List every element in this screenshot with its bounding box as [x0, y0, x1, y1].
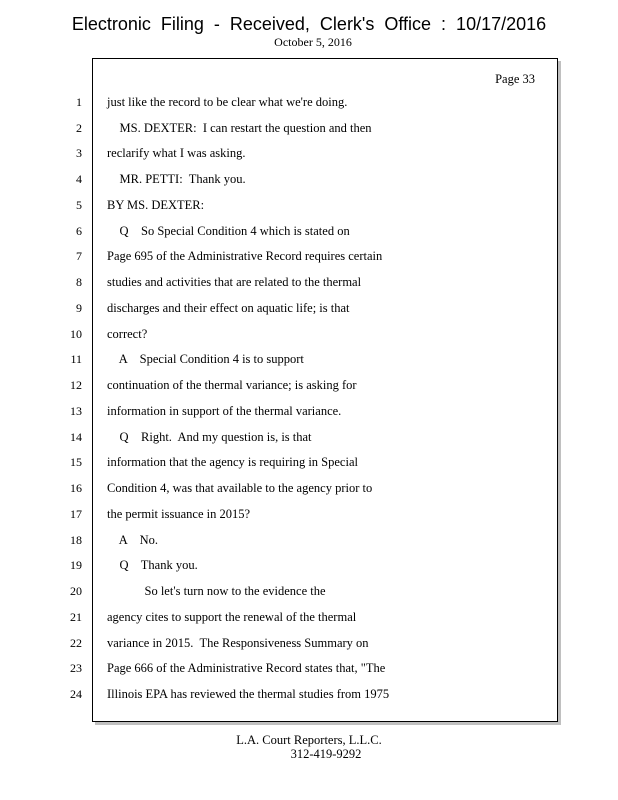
line-number: 17 — [70, 506, 82, 521]
line-number: 1 — [76, 95, 82, 109]
transcript-line: the permit issuance in 2015? — [107, 506, 251, 521]
line-number: 3 — [76, 146, 82, 161]
line-number: 4 — [76, 172, 82, 187]
transcript-line: Q Thank you. — [107, 558, 198, 573]
line-number: 15 — [70, 455, 82, 470]
transcript-line: Condition 4, was that available to the agency prior to — [107, 481, 373, 496]
transcript-line: agency cites to support the renewal of the thermal — [107, 609, 357, 624]
line-number: 18 — [70, 532, 82, 547]
transcript-line: So let's turn now to the evidence the — [107, 584, 326, 599]
transcript-line: Q Right. And my question is, is that — [107, 429, 312, 444]
line-number: 21 — [70, 609, 82, 624]
transcript-line: Illinois EPA has reviewed the thermal studies from 1975 — [107, 687, 390, 702]
line-number: 6 — [76, 223, 82, 238]
line-number: 11 — [70, 352, 82, 367]
transcript-line: MS. DEXTER: I can restart the question and then — [107, 120, 372, 135]
transcript-line: Page 695 of the Administrative Record requires certain — [107, 249, 383, 264]
line-number: 24 — [70, 687, 82, 702]
footer-company: L.A. Court Reporters, L.L.C. — [236, 733, 382, 747]
line-number: 20 — [70, 584, 82, 599]
transcript-line: variance in 2015. The Responsiveness Summary on — [107, 635, 369, 650]
transcript-line: reclarify what I was asking. — [107, 146, 246, 161]
line-number: 23 — [70, 661, 82, 676]
line-number: 8 — [76, 275, 82, 290]
transcript-line: Q So Special Condition 4 which is stated on — [107, 223, 350, 238]
line-number: 16 — [70, 481, 82, 496]
transcript-date: October 5, 2016 — [274, 35, 352, 49]
transcript-line: continuation of the thermal variance; is asking for — [107, 378, 357, 393]
line-number: 14 — [70, 429, 82, 444]
transcript-line: information that the agency is requiring in Special — [107, 455, 358, 470]
line-number: 9 — [76, 300, 82, 315]
line-number: 5 — [76, 197, 82, 212]
transcript-line: A Special Condition 4 is to support — [107, 352, 304, 367]
filing-stamp: Electronic Filing - Received, Clerk's Office : 10/17/2016 — [71, 14, 547, 34]
line-number: 7 — [76, 249, 82, 264]
line-number: 12 — [70, 378, 82, 393]
transcript-line: just like the record to be clear what we're doing. — [107, 95, 348, 109]
transcript-line: MR. PETTI: Thank you. — [107, 172, 246, 187]
transcript-line: studies and activities that are related to the thermal — [107, 275, 362, 290]
line-number: 13 — [70, 403, 82, 418]
line-number: 2 — [76, 120, 82, 135]
footer-phone: 312-419-9292 — [290, 747, 362, 761]
line-number: 22 — [70, 635, 82, 650]
transcript-line: BY MS. DEXTER: — [107, 197, 205, 212]
page-number: Page 33 — [495, 72, 535, 86]
transcript-line: discharges and their effect on aquatic life; is that — [107, 300, 350, 315]
transcript-line: correct? — [107, 326, 148, 341]
transcript-line: information in support of the thermal variance. — [107, 403, 342, 418]
transcript-line: A No. — [107, 532, 159, 547]
line-number: 10 — [70, 326, 82, 341]
transcript-line: Page 666 of the Administrative Record states that, "The — [107, 661, 386, 676]
line-number: 19 — [70, 558, 82, 573]
